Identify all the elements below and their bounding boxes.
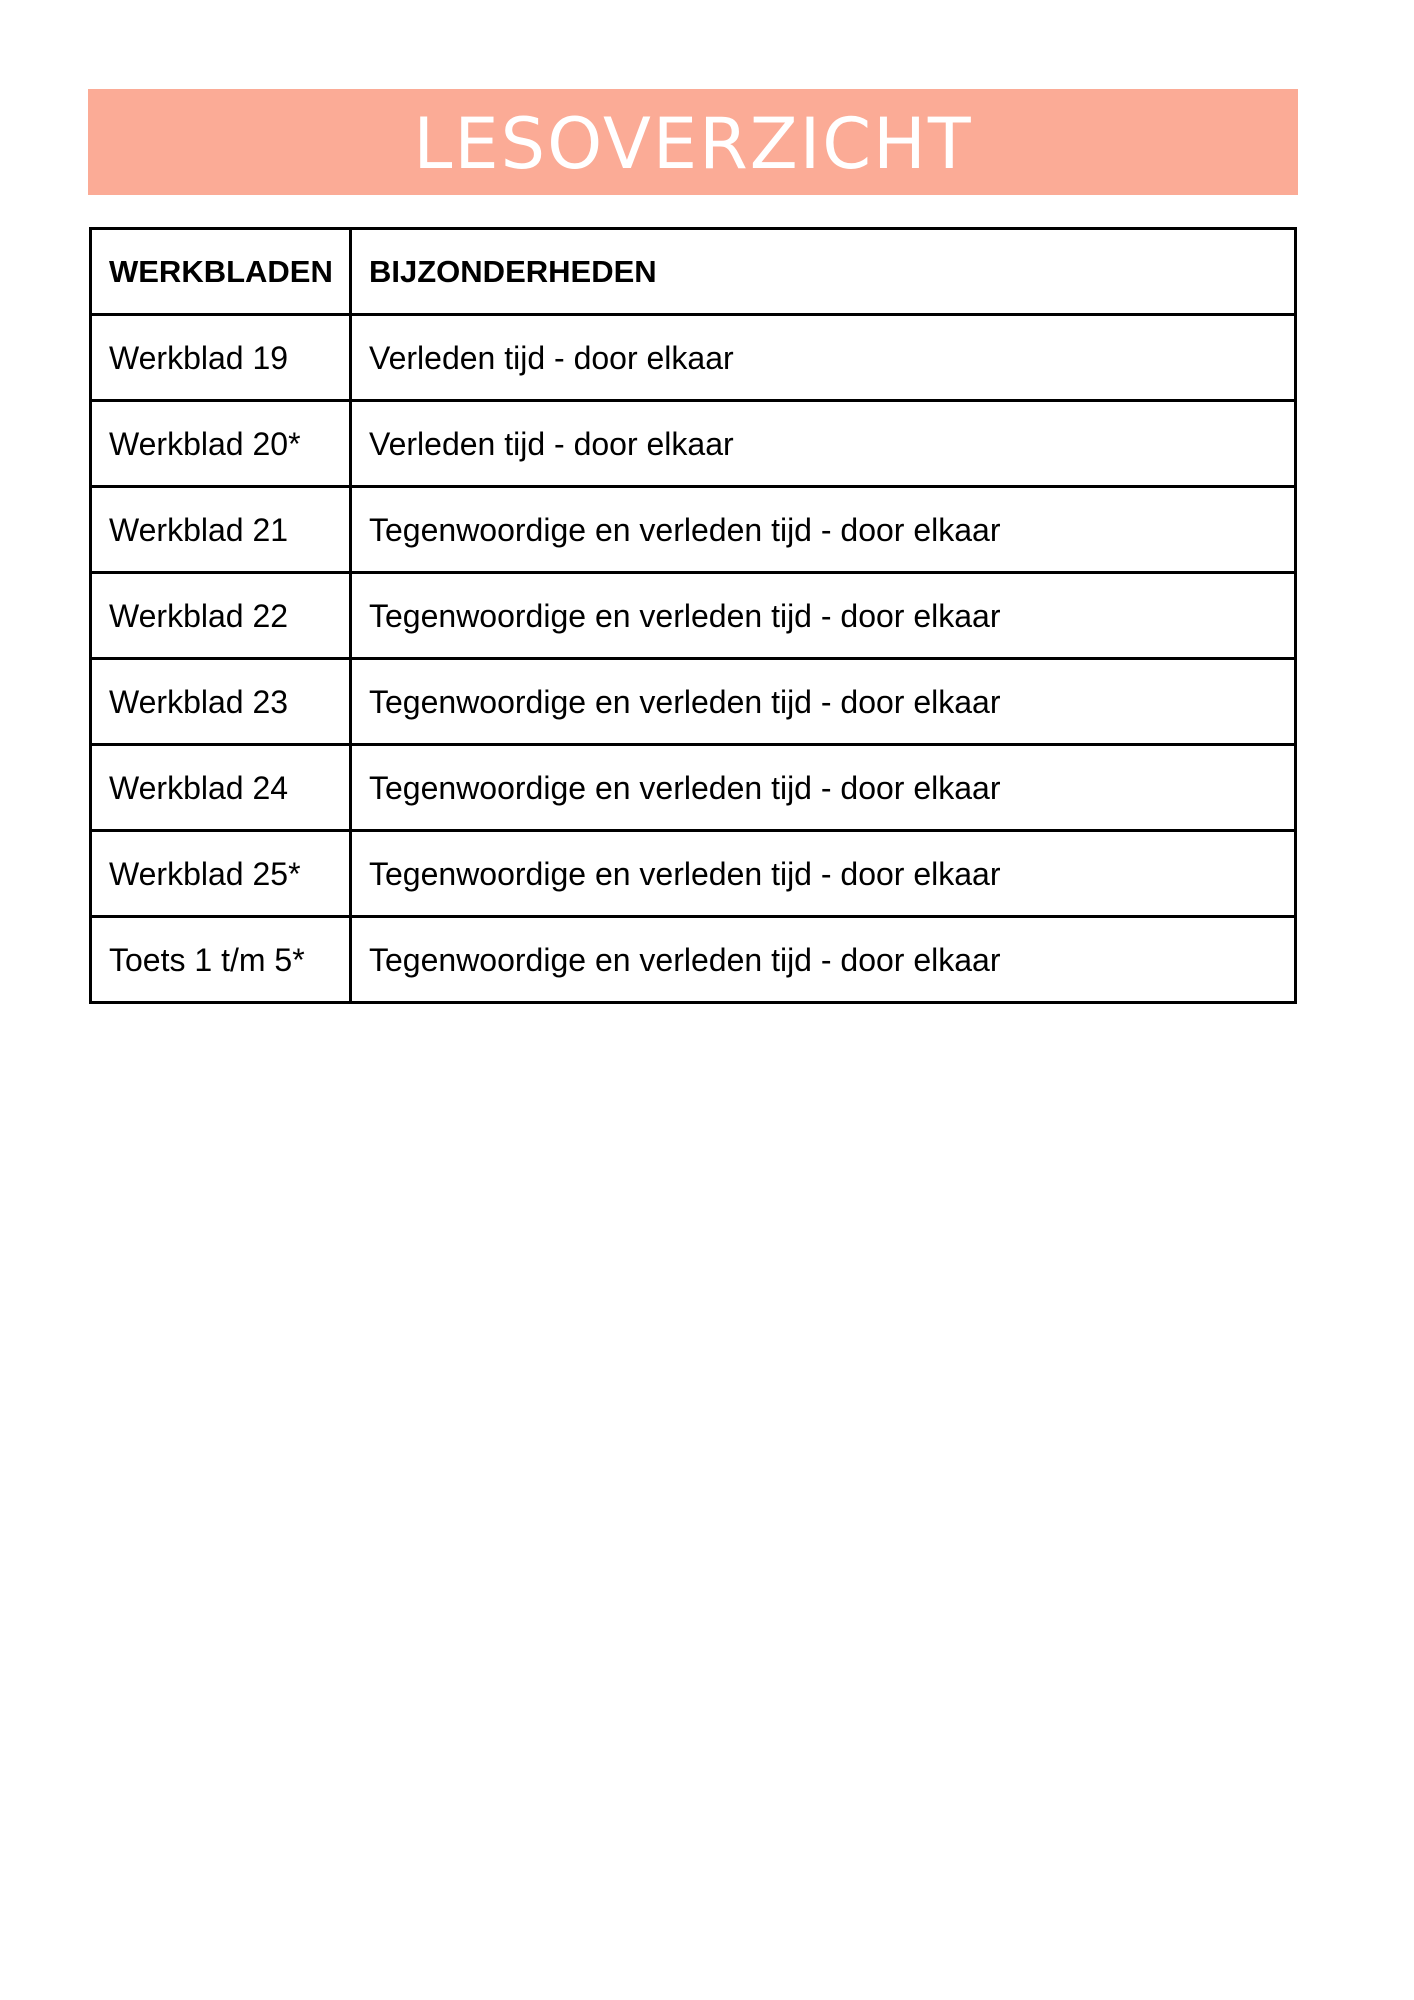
table-row (91, 831, 1296, 917)
header-bijzonderheden: BIJZONDERHEDEN (351, 229, 1296, 315)
details-cell: Tegenwoordige en verleden tijd - door elkaar (351, 917, 1296, 1003)
lesson-overview-table (89, 227, 1297, 1004)
details-cell: Tegenwoordige en verleden tijd - door elkaar (351, 659, 1296, 745)
title-banner (88, 89, 1298, 195)
details-cell: Tegenwoordige en verleden tijd - door elkaar (351, 745, 1296, 831)
table-row (91, 917, 1296, 1003)
table-row (91, 573, 1296, 659)
table-header-row (91, 229, 1296, 315)
table-row (91, 659, 1296, 745)
table-row (91, 401, 1296, 487)
header-werkbladen: WERKBLADEN (91, 229, 351, 315)
details-cell: Tegenwoordige en verleden tijd - door elkaar (351, 831, 1296, 917)
table-row (91, 487, 1296, 573)
table-row (91, 745, 1296, 831)
worksheet-cell: Werkblad 23 (91, 659, 351, 745)
worksheet-cell: Werkblad 24 (91, 745, 351, 831)
worksheet-cell: Werkblad 22 (91, 573, 351, 659)
page-title: LESOVERZICHT (413, 103, 973, 185)
worksheet-cell: Werkblad 20* (91, 401, 351, 487)
worksheet-cell: Werkblad 25* (91, 831, 351, 917)
worksheet-cell: Toets 1 t/m 5* (91, 917, 351, 1003)
details-cell: Tegenwoordige en verleden tijd - door elkaar (351, 573, 1296, 659)
details-cell: Tegenwoordige en verleden tijd - door elkaar (351, 487, 1296, 573)
details-cell: Verleden tijd - door elkaar (351, 315, 1296, 401)
worksheet-cell: Werkblad 19 (91, 315, 351, 401)
details-cell: Verleden tijd - door elkaar (351, 401, 1296, 487)
worksheet-cell: Werkblad 21 (91, 487, 351, 573)
table-row (91, 315, 1296, 401)
